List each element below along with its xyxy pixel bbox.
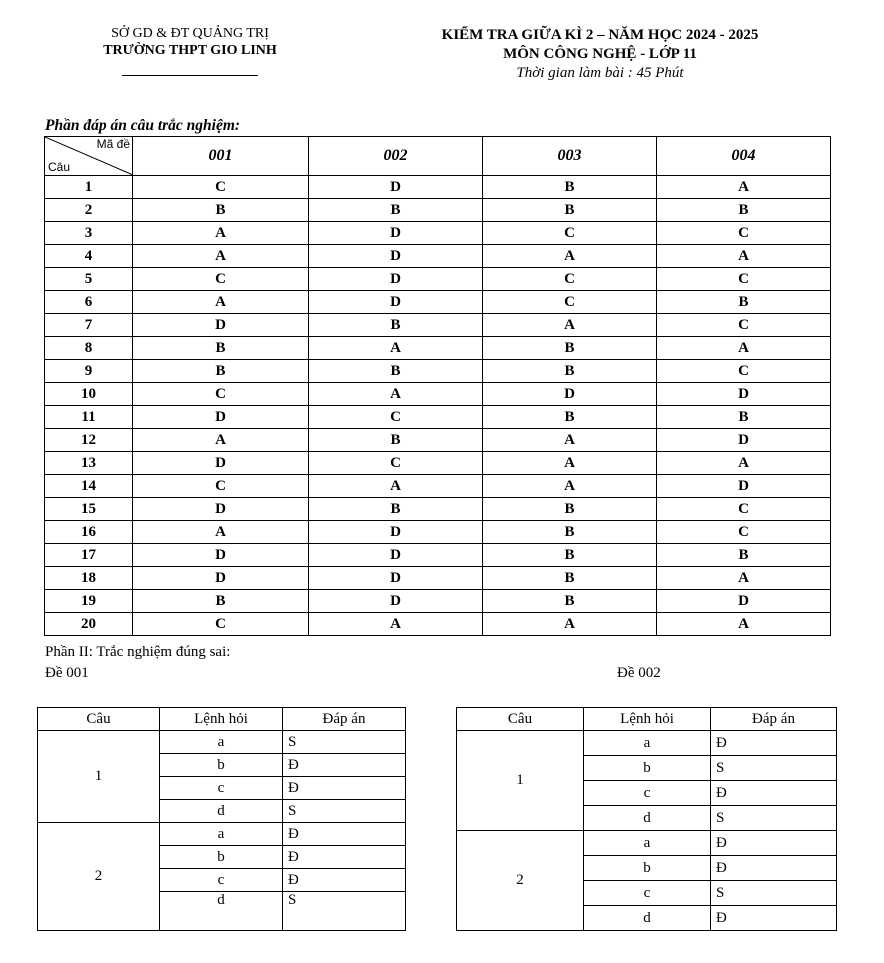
answer-row [45,498,831,521]
answer-cell: D [309,268,483,291]
tf-item-cell: c [160,869,283,892]
answer-cell: A [483,475,657,498]
answer-cell: A [133,291,309,314]
question-number: 16 [45,521,133,544]
answer-cell: B [483,360,657,383]
code-header: 004 [657,137,831,176]
corner-code-label: Mã đề [96,137,130,151]
tf-item-cell: d [160,892,283,931]
tf-question-cell: 1 [38,731,160,823]
answer-cell: B [657,199,831,222]
answer-cell: B [309,429,483,452]
answer-cell: C [483,291,657,314]
tf-table-label: Đề 001 [45,665,89,681]
tf-row [38,731,406,754]
answer-cell: A [133,521,309,544]
question-number: 5 [45,268,133,291]
answer-row [45,544,831,567]
answer-cell: D [133,406,309,429]
question-number: 17 [45,544,133,567]
tf-header-cell: Lệnh hỏi [584,708,711,731]
answer-cell: C [133,176,309,199]
tf-question-cell: 2 [38,823,160,931]
question-number: 14 [45,475,133,498]
answer-cell: D [657,475,831,498]
answer-cell: B [483,544,657,567]
tf-item-cell: a [160,823,283,846]
tf-answer-cell: S [711,756,837,781]
answer-cell: A [309,475,483,498]
tf-row [457,731,837,756]
answer-cell: C [657,222,831,245]
corner-question-label: Câu [48,160,71,174]
answer-cell: D [133,544,309,567]
tf-item-cell: b [160,754,283,777]
tf-item-cell: a [160,731,283,754]
code-header: 002 [309,137,483,176]
question-number: 20 [45,613,133,636]
tf-header-cell: Đáp án [283,708,406,731]
tf-item-cell: d [584,906,711,931]
answer-cell: B [483,567,657,590]
tf-answer-cell: S [711,881,837,906]
tf-answer-cell: S [283,731,406,754]
tf-answer-cell: Đ [711,731,837,756]
tf-item-cell: d [160,800,283,823]
question-number: 2 [45,199,133,222]
answer-cell: C [133,475,309,498]
answer-cell: C [309,406,483,429]
tf-item-cell: b [584,856,711,881]
answer-cell: C [657,360,831,383]
answer-cell: A [657,567,831,590]
tf-item-cell: c [584,881,711,906]
question-number: 12 [45,429,133,452]
answer-cell: D [309,245,483,268]
tf-answer-cell: Đ [283,777,406,800]
answer-cell: B [483,590,657,613]
answer-cell: B [133,199,309,222]
answer-row [45,199,831,222]
tf-answer-cell: Đ [283,846,406,869]
tf-answer-cell: Đ [711,906,837,931]
tf-header-row [38,708,406,731]
answer-cell: B [483,406,657,429]
answer-cell: D [483,383,657,406]
answer-cell: A [483,452,657,475]
question-number: 7 [45,314,133,337]
exam-duration: Thời gian làm bài : 45 Phút [516,65,684,81]
tf-item-cell: d [584,806,711,831]
tf-answer-cell: S [283,892,406,931]
answer-cell: C [483,268,657,291]
answer-row [45,475,831,498]
answer-cell: C [133,268,309,291]
answer-cell: B [309,498,483,521]
answer-cell: D [657,590,831,613]
tf-table-001 [37,707,406,931]
answer-cell: A [483,314,657,337]
answer-row [45,521,831,544]
tf-answer-cell: S [283,800,406,823]
tf-answer-cell: S [711,806,837,831]
answer-row [45,613,831,636]
question-number: 11 [45,406,133,429]
tf-answer-cell: Đ [711,781,837,806]
school-name: TRƯỜNG THPT GIO LINH [103,43,277,58]
answer-row [45,406,831,429]
code-header: 003 [483,137,657,176]
question-number: 18 [45,567,133,590]
answer-cell: A [309,383,483,406]
answer-cell: D [309,222,483,245]
header-right [390,26,810,83]
question-number: 6 [45,291,133,314]
tf-question-cell: 2 [457,831,584,931]
answer-cell: C [657,268,831,291]
answer-cell: B [309,199,483,222]
answer-cell: C [133,383,309,406]
tf-header-cell: Câu [457,708,584,731]
answer-cell: B [309,360,483,383]
answer-row [45,360,831,383]
tf-header-cell: Lệnh hỏi [160,708,283,731]
tf-header-cell: Đáp án [711,708,837,731]
header-left [60,26,320,76]
answer-cell: A [309,337,483,360]
question-number: 19 [45,590,133,613]
answer-cell: A [133,222,309,245]
tf-item-cell: a [584,831,711,856]
tf-question-cell: 1 [457,731,584,831]
tf-answer-cell: Đ [283,754,406,777]
answer-row [45,383,831,406]
corner-cell [45,137,133,176]
answer-cell: D [133,498,309,521]
answer-cell: A [483,245,657,268]
answer-cell: A [309,613,483,636]
code-header: 001 [133,137,309,176]
tf-item-cell: b [160,846,283,869]
answer-cell: D [133,452,309,475]
answer-cell: D [657,429,831,452]
answer-cell: A [483,429,657,452]
answer-cell: C [309,452,483,475]
question-number: 3 [45,222,133,245]
answer-cell: C [133,613,309,636]
answer-cell: A [657,337,831,360]
answer-cell: A [657,245,831,268]
tf-header-cell: Câu [38,708,160,731]
answer-cell: D [133,567,309,590]
department-name: SỞ GD & ĐT QUẢNG TRỊ [111,26,269,41]
answer-cell: C [657,521,831,544]
answer-row [45,567,831,590]
answer-cell: B [657,291,831,314]
answer-row [45,245,831,268]
part2-title: Phần II: Trắc nghiệm đúng sai: [45,644,231,660]
answer-cell: D [309,176,483,199]
answer-cell: D [309,521,483,544]
tf-header-row [457,708,837,731]
answer-cell: B [657,406,831,429]
answer-cell: B [483,498,657,521]
tf-item-cell: b [584,756,711,781]
answer-row [45,268,831,291]
answer-cell: B [133,360,309,383]
answer-cell: D [309,291,483,314]
answer-cell: A [657,613,831,636]
question-number: 10 [45,383,133,406]
question-number: 13 [45,452,133,475]
answer-row [45,314,831,337]
answer-cell: B [657,544,831,567]
answer-row [45,222,831,245]
tf-table-002 [456,707,837,931]
tf-answer-cell: Đ [711,856,837,881]
answer-cell: D [309,544,483,567]
subject-title: MÔN CÔNG NGHỆ - LỚP 11 [503,46,697,62]
answer-cell: B [483,199,657,222]
answer-cell: A [133,429,309,452]
answer-cell: D [657,383,831,406]
tf-item-cell: c [160,777,283,800]
tf-item-cell: c [584,781,711,806]
tf-row [38,823,406,846]
tf-answer-cell: Đ [711,831,837,856]
answer-table-body [45,176,831,636]
answer-cell: B [483,337,657,360]
answer-cell: B [309,314,483,337]
question-number: 4 [45,245,133,268]
answer-cell: C [657,314,831,337]
header-divider [122,75,258,76]
question-number: 15 [45,498,133,521]
exam-title: KIỂM TRA GIỮA KÌ 2 – NĂM HỌC 2024 - 2025 [441,27,759,43]
answer-row [45,176,831,199]
answer-cell: D [133,314,309,337]
answer-table-header [45,137,831,176]
answer-cell: D [309,567,483,590]
tf-answer-cell: Đ [283,869,406,892]
answer-table [44,136,831,636]
answer-cell: C [483,222,657,245]
answer-row [45,429,831,452]
answer-cell: A [133,245,309,268]
question-number: 9 [45,360,133,383]
answer-cell: D [309,590,483,613]
answer-cell: B [133,590,309,613]
tf-row [457,831,837,856]
answer-cell: B [483,521,657,544]
answer-cell: B [483,176,657,199]
part1-title: Phần đáp án câu trắc nghiệm: [45,117,241,134]
answer-cell: A [483,613,657,636]
tf-table-label: Đề 002 [617,665,661,681]
tf-answer-cell: Đ [283,823,406,846]
answer-row [45,452,831,475]
answer-cell: C [657,498,831,521]
answer-cell: B [133,337,309,360]
answer-row [45,590,831,613]
tf-item-cell: a [584,731,711,756]
question-number: 1 [45,176,133,199]
answer-cell: A [657,452,831,475]
answer-row [45,291,831,314]
answer-row [45,337,831,360]
question-number: 8 [45,337,133,360]
answer-cell: A [657,176,831,199]
